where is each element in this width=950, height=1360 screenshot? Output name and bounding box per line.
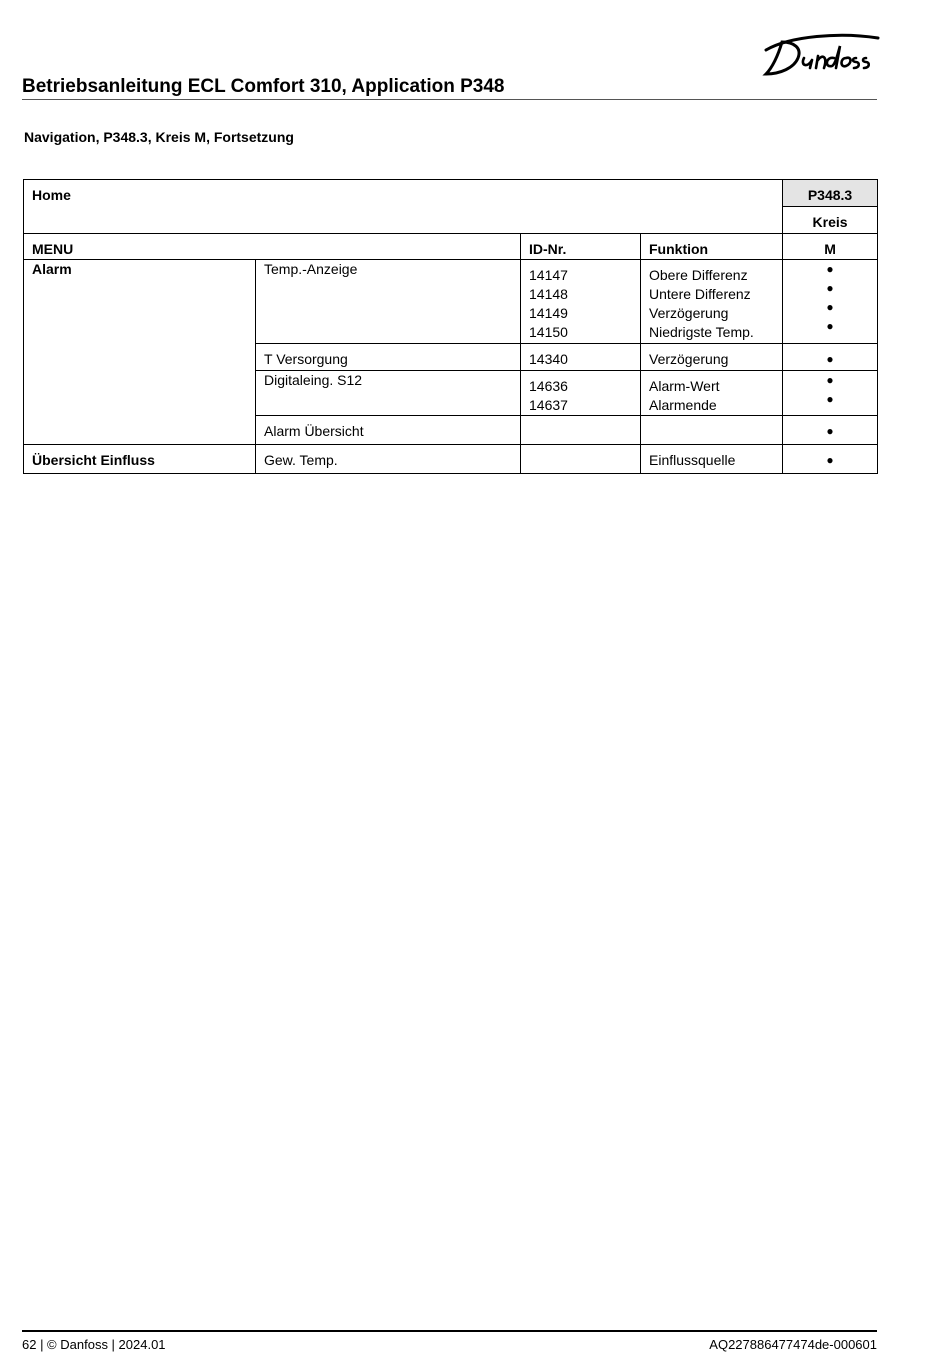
uebersicht-einfluss-cell: Übersicht Einfluss — [24, 445, 256, 474]
table-row — [24, 260, 878, 344]
funktion-value: Alarm-Wert — [649, 378, 720, 394]
column-header-row — [24, 234, 878, 260]
header-divider — [22, 99, 877, 100]
funktion-cell: Einflussquelle — [641, 445, 783, 474]
id-value: 14149 — [529, 305, 568, 321]
m-cell — [783, 371, 878, 416]
funktion-cell — [641, 416, 783, 445]
alarm-menu-cell: Alarm — [24, 260, 256, 445]
header-row-home — [24, 180, 878, 207]
footer-page-info: 62 | © Danfoss | 2024.01 — [22, 1337, 166, 1352]
funktion-value: Niedrigste Temp. — [649, 324, 754, 340]
m-header: M — [783, 234, 878, 260]
bullet-icon: ● — [826, 300, 834, 314]
danfoss-logo — [760, 28, 882, 80]
menu-header: MENU — [24, 234, 521, 260]
id-header: ID-Nr. — [521, 234, 641, 260]
footer-divider — [22, 1330, 877, 1332]
id-cell — [521, 445, 641, 474]
id-value: 14150 — [529, 324, 568, 340]
id-cell — [521, 371, 641, 416]
funktion-value: Untere Differenz — [649, 286, 751, 302]
bullet-icon: ● — [826, 262, 834, 276]
funktion-value: Alarmende — [649, 397, 717, 413]
home-cell: Home — [24, 180, 783, 234]
kreis-cell: Kreis — [783, 207, 878, 234]
funktion-value: Verzögerung — [649, 305, 729, 321]
m-cell — [783, 260, 878, 344]
navigation-table — [23, 179, 878, 474]
id-value: 14147 — [529, 267, 568, 283]
id-value: 14148 — [529, 286, 568, 302]
id-cell — [521, 344, 641, 371]
document-title: Betriebsanleitung ECL Comfort 310, Application P348 — [22, 76, 505, 97]
app-cell: P348.3 — [783, 180, 878, 207]
submenu-cell: Gew. Temp. — [256, 445, 521, 474]
funktion-value: Obere Differenz — [649, 267, 748, 283]
bullet-icon: ● — [826, 453, 834, 467]
funktion-cell — [641, 371, 783, 416]
m-cell — [783, 445, 878, 474]
bullet-icon: ● — [826, 319, 834, 333]
id-cell — [521, 260, 641, 344]
submenu-cell: Temp.-Anzeige — [256, 260, 521, 344]
funktion-cell — [641, 260, 783, 344]
id-value: 14637 — [529, 397, 568, 413]
bullet-icon: ● — [826, 352, 834, 366]
section-title: Navigation, P348.3, Kreis M, Fortsetzung — [24, 129, 294, 145]
submenu-cell: Digitaleing. S12 — [256, 371, 521, 416]
submenu-cell: Alarm Übersicht — [256, 416, 521, 445]
funktion-cell — [641, 344, 783, 371]
bullet-icon: ● — [826, 424, 834, 438]
submenu-cell: T Versorgung — [256, 344, 521, 371]
id-cell — [521, 416, 641, 445]
funktion-value: Verzögerung — [649, 351, 729, 367]
footer-doc-code: AQ227886477474de-000601 — [709, 1337, 877, 1352]
id-value: 14340 — [529, 351, 568, 367]
id-value: 14636 — [529, 378, 568, 394]
funktion-header: Funktion — [641, 234, 783, 260]
m-cell — [783, 344, 878, 371]
bullet-icon: ● — [826, 373, 834, 387]
bullet-icon: ● — [826, 281, 834, 295]
m-cell — [783, 416, 878, 445]
bullet-icon: ● — [826, 392, 834, 406]
table-row — [24, 445, 878, 474]
